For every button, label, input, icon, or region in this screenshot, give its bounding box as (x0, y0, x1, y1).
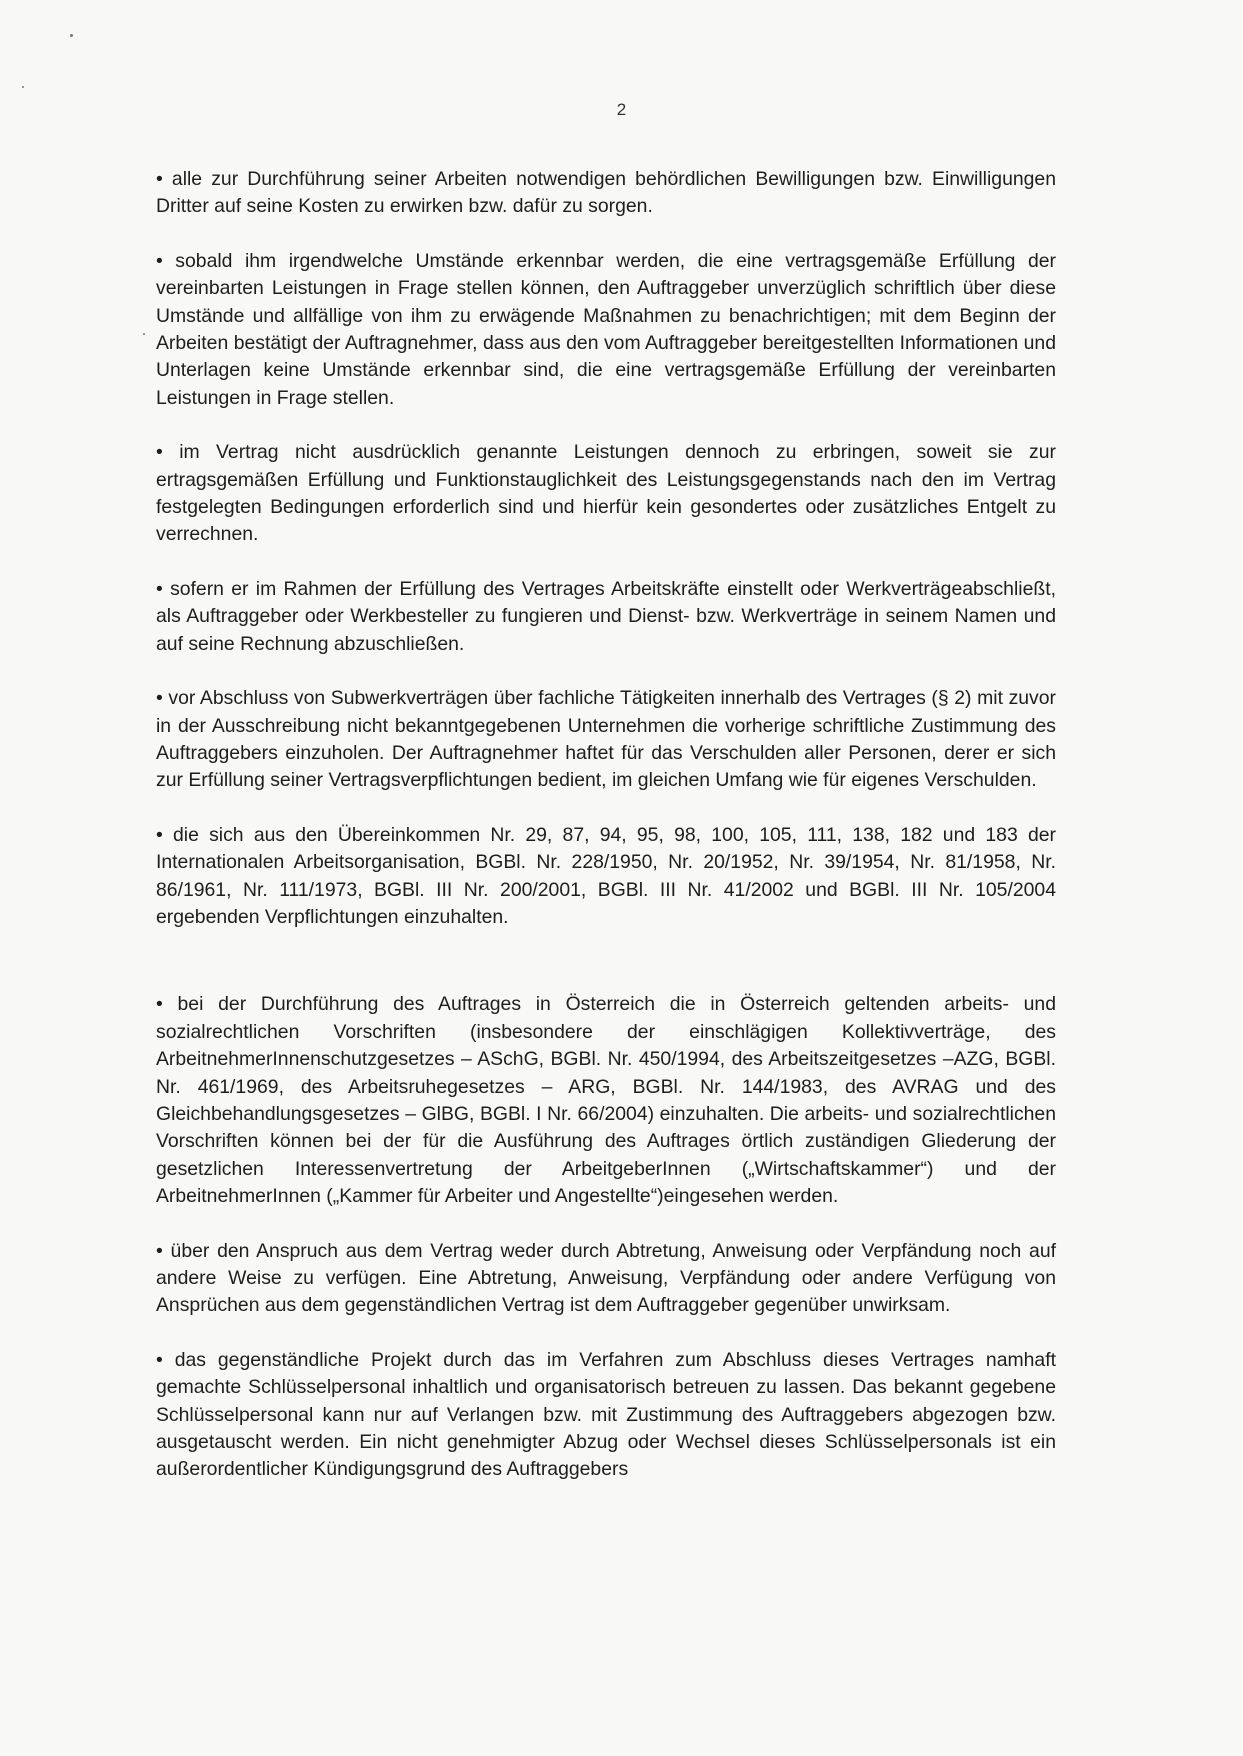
paragraph-unnamed-services: • im Vertrag nicht ausdrücklich genannte Leistungen dennoch zu erbringen, soweit sie zur ertragsgemäßen Erfüllung und Funktionstauglichkeit des Leistungsgegenstands nach den im Vertrag festgelegten Bedingungen erforderlich sind und hierfür kein gesondertes oder zusätzliches Entgelt zu verrechnen. (156, 441, 1056, 546)
paragraph-permits: • alle zur Durchführung seiner Arbeiten notwendigen behördlichen Bewilligungen bzw. Einwilligungen Dritter auf seine Kosten zu erwirken bzw. dafür zu sorgen. (156, 168, 1056, 218)
document-body (156, 166, 1056, 1511)
paragraph-employment-contracts: • sofern er im Rahmen der Erfüllung des Vertrages Arbeitskräfte einstellt oder Werkverträgeabschließt, als Auftraggeber oder Werkbesteller zu fungieren und Dienst- bzw. Werkverträge in seinem Namen und auf seine Rechnung abzuschließen. (156, 577, 1056, 655)
paragraph-subcontracting: • vor Abschluss von Subwerkverträgen über fachliche Tätigkeiten innerhalb des Vertrages (§ 2) mit zuvor in der Ausschreibung nicht bekanntgegebenen Unternehmen die vorherige schriftliche Zustimmung des Auftraggebers einzuholen. Der Auftragnehmer haftet für das Verschulden aller Personen, derer er sich zur Erfüllung seiner Vertragsverpflichtungen bedient, im gleichen Umfang wie für eigenes Verschulden. (156, 687, 1056, 792)
paragraph-key-personnel: • das gegenständliche Projekt durch das im Verfahren zum Abschluss dieses Vertrages namhaft gemachte Schlüsselpersonal inhaltlich und organisatorisch betreuen zu lassen. Das bekannt gegebene Schlüsselpersonal kann nur auf Verlangen bzw. mit Zustimmung des Auftraggebers abgezogen bzw. ausgetauscht werden. Ein nicht genehmigter Abzug oder Wechsel dieses Schlüsselpersonals ist ein außerordentlicher Kündigungsgrund des Auftraggebers (156, 1348, 1056, 1481)
paragraph-assignment-ban: • über den Anspruch aus dem Vertrag weder durch Abtretung, Anweisung oder Verpfändung noch auf andere Weise zu verfügen. Eine Abtretung, Anweisung, Verpfändung oder andere Verfügung von Ansprüchen aus dem gegenständlichen Vertrag ist dem Auftraggeber gegenüber unwirksam. (156, 1239, 1056, 1317)
scan-speck (70, 34, 73, 37)
paragraph-labour-law: • bei der Durchführung des Auftrages in Österreich die in Österreich geltenden arbeits- und sozialrechtlichen Vorschriften (insbesondere der einschlägigen Kollektivverträge, des ArbeitnehmerInnenschutzgesetzes – ASchG, BGBl. Nr. 450/1994, des Arbeitszeitgesetzes –AZG, BGBl. Nr. 461/1969, des Arbeitsruhegesetzes – ARG, BGBl. Nr. 144/1983, des AVRAG und des Gleichbehandlungsgesetzes – GlBG, BGBl. I Nr. 66/2004) einzuhalten. Die arbeits- und sozialrechtlichen Vorschriften können bei der für die Ausführung des Auftrages örtlich zuständigen Gliederung der gesetzlichen Interessenvertretung der ArbeitgeberInnen („Wirtschaftskammer“) und der ArbeitnehmerInnen („Kammer für Arbeiter und Angestellte“)eingesehen werden. (156, 993, 1056, 1208)
scan-speck (22, 86, 24, 88)
paragraph-notification-duty: • sobald ihm irgendwelche Umstände erkennbar werden, die eine vertragsgemäße Erfüllung der vereinbarten Leistungen in Frage stellen können, den Auftraggeber unverzüglich schriftlich über diese Umstände und allfällige von ihm zu erwägende Maßnahmen zu benachrichtigen; mit dem Beginn der Arbeiten bestätigt der Auftragnehmer, dass aus den vom Auftraggeber bereitgestellten Informationen und Unterlagen keine Umstände erkennbar sind, die eine vertragsgemäße Erfüllung der vereinbarten Leistungen in Frage stellen. (156, 249, 1056, 409)
scan-speck (143, 333, 145, 335)
paragraph-ilo-conventions: • die sich aus den Übereinkommen Nr. 29, 87, 94, 95, 98, 100, 105, 111, 138, 182 und 183 der Internationalen Arbeitsorganisation, BGBl. Nr. 228/1950, Nr. 20/1952, Nr. 39/1954, Nr. 81/1958, Nr. 86/1961, Nr. 111/1973, BGBl. III Nr. 200/2001, BGBl. III Nr. 41/2002 und BGBl. III Nr. 105/2004 ergebenden Verpflichtungen einzuhalten. (156, 823, 1056, 928)
page-number: 2 (616, 100, 627, 119)
